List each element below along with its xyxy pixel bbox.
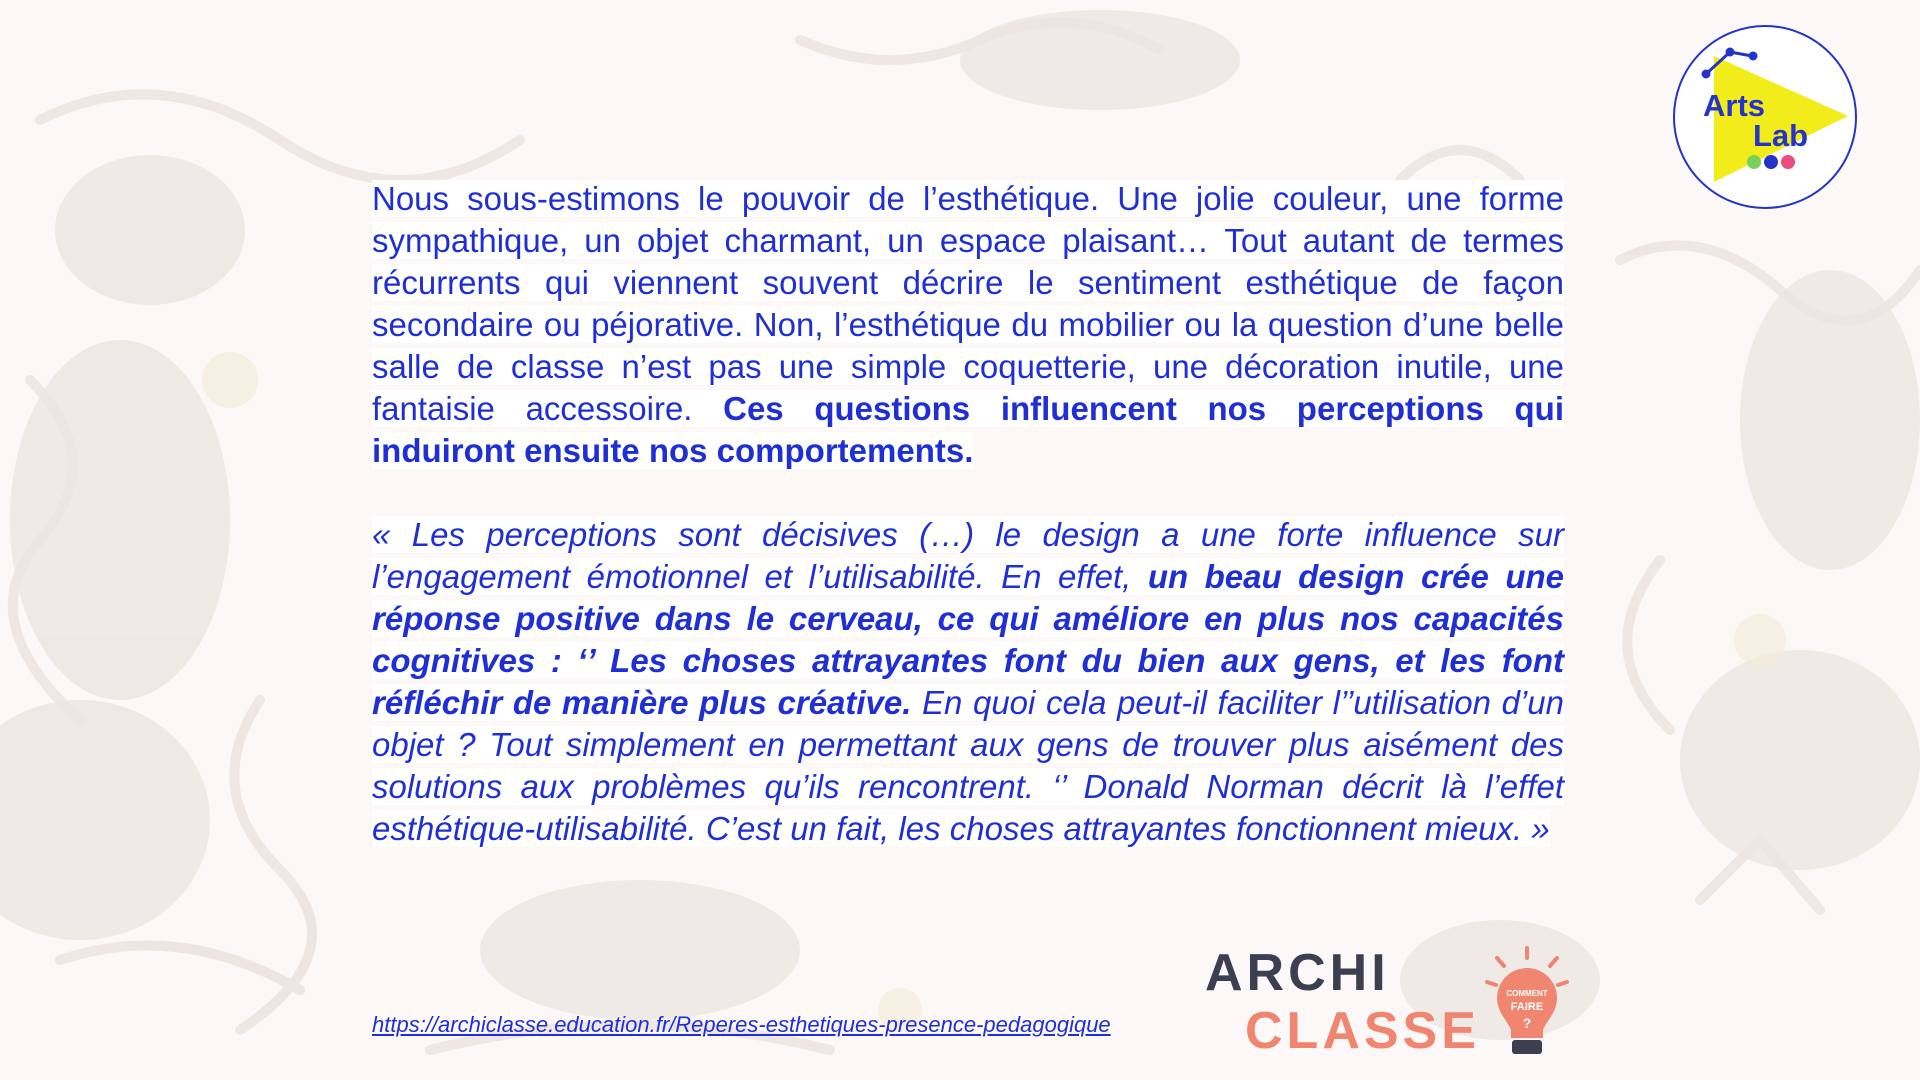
quote-intro: « Les perceptions sont décisives (…) le design a une forte influence sur l’engagement émotionnel et l’utilisabilité. En effet, — [372, 516, 1564, 595]
quote-conclusion: En quoi cela peut-il faciliter l’’utilisation d’un objet ? Tout simplement en permettant aux gens de trouver plus aisément des solutions aux problèmes qu’ils rencontrent. ‘’ Donald Norman décrit là l’effet esthétique-utilisabilité. C’est un fait, les choses attrayantes fonctionnent mieux. » — [372, 684, 1564, 847]
paragraph-aesthetics-emphasis: Ces questions influencent nos perceptions qui induiront ensuite nos comportements. — [372, 390, 1564, 469]
classe-word: CLASSE — [1245, 1002, 1480, 1058]
arts-lab-word-lab: Lab — [1753, 118, 1809, 153]
paragraph-aesthetics — [372, 178, 1564, 472]
archi-classe-logo — [1205, 938, 1585, 1058]
bulb-text-question: ? — [1522, 1015, 1532, 1031]
bulb-text-faire: FAIRE — [1510, 1001, 1544, 1013]
arts-lab-logo — [1670, 22, 1860, 212]
paragraph-aesthetics-body: Nous sous-estimons le pouvoir de l’esthétique. Une jolie couleur, une forme sympathique, un objet charmant, un espace plaisant… Tout autant de termes récurrents qui viennent souvent décrire le sentiment esthétique de façon secondaire ou péjorative. Non, l’esthétique du mobilier ou la question d’une belle salle de classe n’est pas une simple coquetterie, une décoration inutile, une fantaisie accessoire. — [372, 180, 1564, 427]
archi-word: ARCHI — [1205, 944, 1390, 1002]
paragraph-quote — [372, 514, 1564, 850]
lightbulb-icon — [1487, 948, 1567, 1054]
arts-lab-word-arts: Arts — [1703, 88, 1766, 123]
bulb-text-comment: COMMENT — [1506, 989, 1548, 998]
main-text-block — [372, 178, 1564, 850]
source-link[interactable]: https://archiclasse.education.fr/Reperes-esthetiques-presence-pedagogique — [372, 1012, 1111, 1037]
quote-emphasis: un beau design crée une réponse positive dans le cerveau, ce qui améliore en plus nos capacités cognitives : ‘’ Les choses attrayantes font du bien aux gens, et les font réfléchir de manière plus créative. — [372, 558, 1564, 721]
